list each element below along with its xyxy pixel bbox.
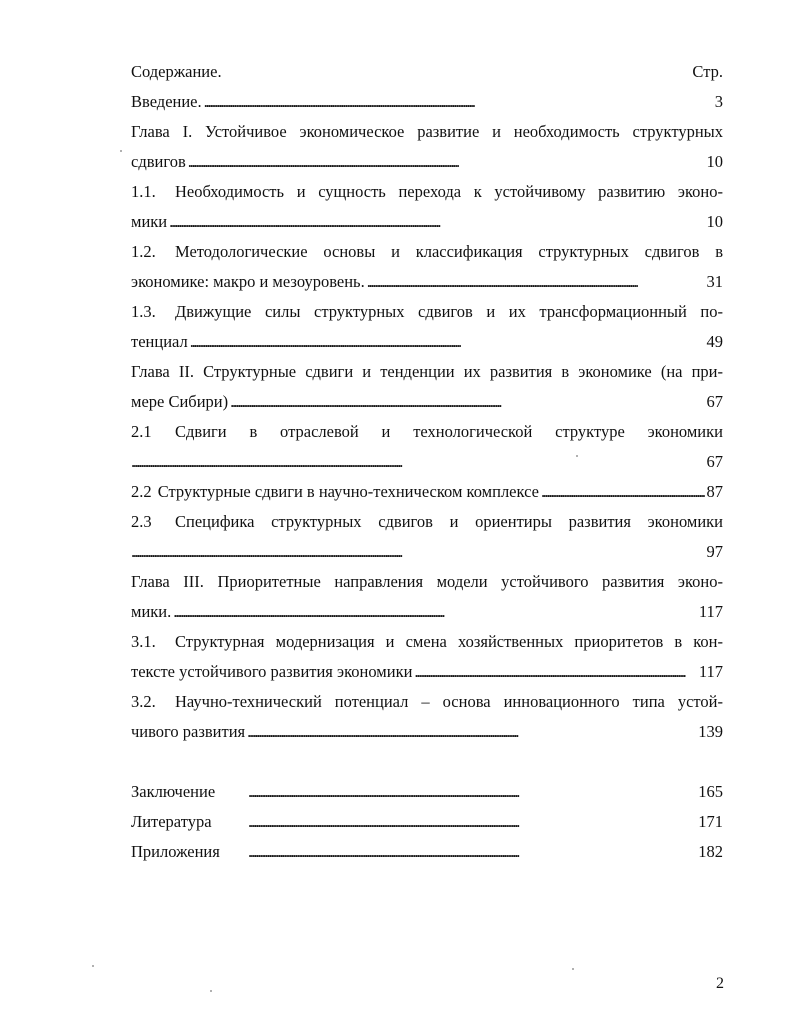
entry-title: Методологические основы и классификация структурных сдвигов в xyxy=(175,242,723,261)
toc-entry-literature xyxy=(131,812,723,832)
scan-speck xyxy=(92,965,94,967)
scan-speck xyxy=(572,968,574,970)
entry-title: Литература xyxy=(131,812,212,831)
page-number: 2 xyxy=(716,975,724,992)
scan-speck xyxy=(576,455,578,457)
entry-title: Глава III. Приоритетные направления модели устойчивого развития эконо- xyxy=(131,572,723,591)
entry-page: 117 xyxy=(698,662,723,681)
leader-dots xyxy=(541,482,705,502)
entry-title: Структурная модернизация и смена хозяйственных приоритетов в кон- xyxy=(175,632,723,651)
entry-title-cont: мики xyxy=(131,212,168,231)
entry-title: Глава I. Устойчивое экономическое развитие и необходимость структурных xyxy=(131,122,723,141)
entry-title: Введение. xyxy=(131,92,202,111)
toc-title: Содержание. xyxy=(131,62,222,81)
leader-dots xyxy=(173,602,697,622)
leader-dots xyxy=(188,152,705,172)
entry-page: 139 xyxy=(698,722,723,741)
toc-entry-2-3 xyxy=(131,512,723,532)
entry-title-cont: сдвигов xyxy=(131,152,186,171)
section-number: 1.2. xyxy=(131,242,156,261)
leader-dots xyxy=(190,332,705,352)
entry-title-cont: мере Сибири) xyxy=(131,392,229,411)
section-number: 2.1 xyxy=(131,422,152,441)
toc-entry-2-1 xyxy=(131,422,723,442)
entry-title: Необходимость и сущность перехода к устойчивому развитию эконо- xyxy=(175,182,723,201)
toc-entry-chapter-1 xyxy=(131,122,723,142)
leader-dots xyxy=(204,92,713,112)
entry-page: 67 xyxy=(706,392,723,411)
leader-dots xyxy=(131,452,705,472)
leader-dots xyxy=(230,392,704,412)
toc-entry-1-3 xyxy=(131,302,723,322)
entry-page: 117 xyxy=(698,602,723,621)
toc-entry-chapter-2 xyxy=(131,362,723,382)
entry-page: 67 xyxy=(706,452,723,471)
toc-entry-conclusion xyxy=(131,782,723,802)
entry-title-cont: экономике: макро и мезоуровень. xyxy=(131,272,365,291)
leader-dots xyxy=(169,212,704,232)
entry-page: 3 xyxy=(714,92,723,111)
scan-speck xyxy=(120,150,122,152)
toc-entry-1-2 xyxy=(131,242,723,262)
toc-entry-2-3-cont xyxy=(131,542,723,562)
leader-dots xyxy=(247,722,696,742)
leader-dots xyxy=(414,662,696,682)
leader-dots xyxy=(248,812,696,832)
entry-title-cont: тексте устойчивого развития экономики xyxy=(131,662,413,681)
entry-title: Научно-технический потенциал – основа инновационного типа устой- xyxy=(175,692,723,711)
entry-title-cont: мики. xyxy=(131,602,172,621)
toc-header xyxy=(131,62,723,82)
section-number: 3.1. xyxy=(131,632,156,651)
toc-entry-2-1-cont xyxy=(131,452,723,472)
entry-title: Структурные сдвиги в научно-техническом комплексе xyxy=(157,482,539,501)
entry-page: 10 xyxy=(706,152,723,171)
entry-title: Сдвиги в отраслевой и технологической структуре экономики xyxy=(175,422,723,441)
leader-dots xyxy=(248,782,696,802)
entry-title: Движущие силы структурных сдвигов и их трансформационный по- xyxy=(175,302,723,321)
toc-entry-3-2-cont xyxy=(131,722,723,742)
entry-title: Специфика структурных сдвигов и ориентиры развития экономики xyxy=(175,512,723,531)
page-column-label: Стр. xyxy=(692,62,723,81)
toc-entry-chapter-2-cont xyxy=(131,392,723,412)
entry-page: 31 xyxy=(706,272,723,291)
toc-entry-chapter-3-cont xyxy=(131,602,723,622)
toc-entry-introduction xyxy=(131,92,723,112)
entry-title-cont: тенциал xyxy=(131,332,188,351)
scan-speck xyxy=(210,990,212,992)
toc-entry-1-1 xyxy=(131,182,723,202)
entry-page: 97 xyxy=(706,542,723,561)
section-number: 2.3 xyxy=(131,512,152,531)
entry-page: 165 xyxy=(698,782,723,801)
entry-page: 10 xyxy=(706,212,723,231)
entry-page: 182 xyxy=(698,842,723,861)
toc-entry-1-2-cont xyxy=(131,272,723,292)
entry-page: 171 xyxy=(698,812,723,831)
entry-title: Заключение xyxy=(131,782,216,801)
entry-page: 87 xyxy=(706,482,723,501)
section-number: 3.2. xyxy=(131,692,156,711)
toc-entry-3-1 xyxy=(131,632,723,652)
section-number: 2.2 xyxy=(131,482,152,501)
leader-dots xyxy=(248,842,696,862)
entry-page: 49 xyxy=(706,332,723,351)
toc-entry-3-2 xyxy=(131,692,723,712)
toc-entry-1-3-cont xyxy=(131,332,723,352)
toc-entry-appendices xyxy=(131,842,723,862)
section-number: 1.1. xyxy=(131,182,156,201)
toc-entry-2-2 xyxy=(131,482,723,502)
toc-entry-chapter-3 xyxy=(131,572,723,592)
leader-dots xyxy=(131,542,705,562)
entry-title-cont: чивого развития xyxy=(131,722,246,741)
section-number: 1.3. xyxy=(131,302,156,321)
entry-title: Глава II. Структурные сдвиги и тенденции их развития в экономике (на при- xyxy=(131,362,723,381)
toc-entry-1-1-cont xyxy=(131,212,723,232)
toc-entry-chapter-1-cont xyxy=(131,152,723,172)
toc-entry-3-1-cont xyxy=(131,662,723,682)
leader-dots xyxy=(367,272,705,292)
entry-title: Приложения xyxy=(131,842,220,861)
